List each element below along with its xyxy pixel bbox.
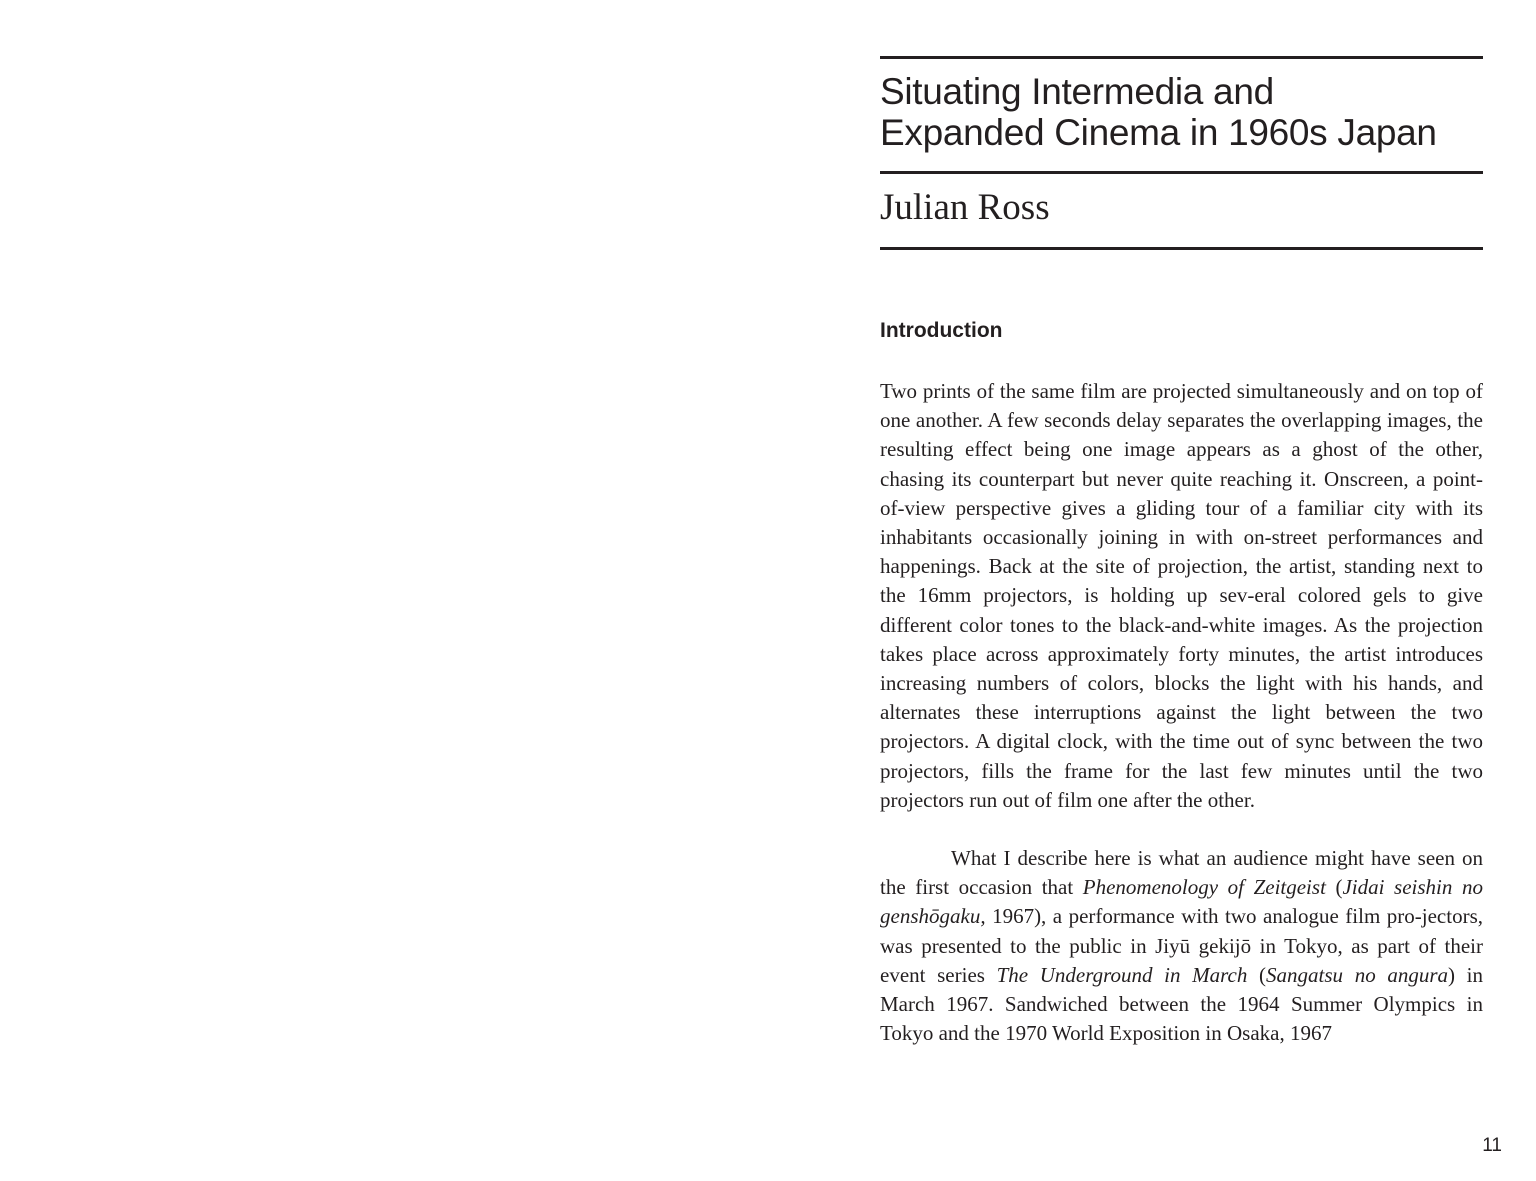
- right-page: [768, 0, 1536, 1181]
- body-paragraph-1: Two prints of the same film are projected simultaneously and on top of one another. A few seconds delay separates the overlapping images, the resulting effect being one image appears as a ghost of the other, chasing its counterpart but never quite reaching it. Onscreen, a point-of-view perspective gives a gliding tour of a familiar city with its inhabitants occasionally joining in with on-street performances and happenings. Back at the site of projection, the artist, standing next to the 16mm projectors, is holding up sev-eral colored gels to give different color tones to the black-and-white images. As the projection takes place across approximately forty minutes, the artist introduces increasing numbers of colors, blocks the light with his hands, and alternates these interruptions against the light between the two projectors. A digital clock, with the time out of sync between the two projectors, fills the frame for the last few minutes until the two projectors run out of film one after the other.: [880, 379, 1483, 812]
- title-rule: [880, 171, 1483, 174]
- section-heading: Introduction: [880, 319, 1003, 342]
- para2-text-5: ) in March 1967. Sandwiched between the 1964 Summer Olympics in Tokyo and the 1970 World Exposition in Osaka, 1967: [880, 962, 1483, 1046]
- event-series-japanese-italic: Sangatsu no angura: [1266, 962, 1449, 987]
- author-rule: [880, 247, 1483, 250]
- para2-text-3: 1967), a performance with two analogue film pro-jectors, was presented to the public in Jiyū gekijō in Tokyo, as part of their event series: [880, 904, 1483, 987]
- film-title-italic: Phenomenology of Zeitgeist: [1082, 875, 1326, 900]
- para2-text-2: (: [1325, 875, 1343, 900]
- text-column: [880, 56, 1483, 1048]
- para2-text-1: What I describe here is what an audience might have seen on the first occasion that: [880, 846, 1483, 900]
- film-title-japanese-italic: Jidai seishin no genshōgaku,: [880, 875, 1483, 929]
- para2-text-4: (: [1247, 962, 1267, 987]
- author-name: Julian Ross: [880, 187, 1050, 228]
- body-paragraph-2: [880, 844, 1483, 1048]
- page-number: 11: [1482, 1135, 1502, 1156]
- article-title: Situating Intermedia and Expanded Cinema in 1960s Japan: [880, 71, 1437, 153]
- top-rule: [880, 56, 1483, 59]
- event-series-italic: The Underground in March: [996, 962, 1248, 987]
